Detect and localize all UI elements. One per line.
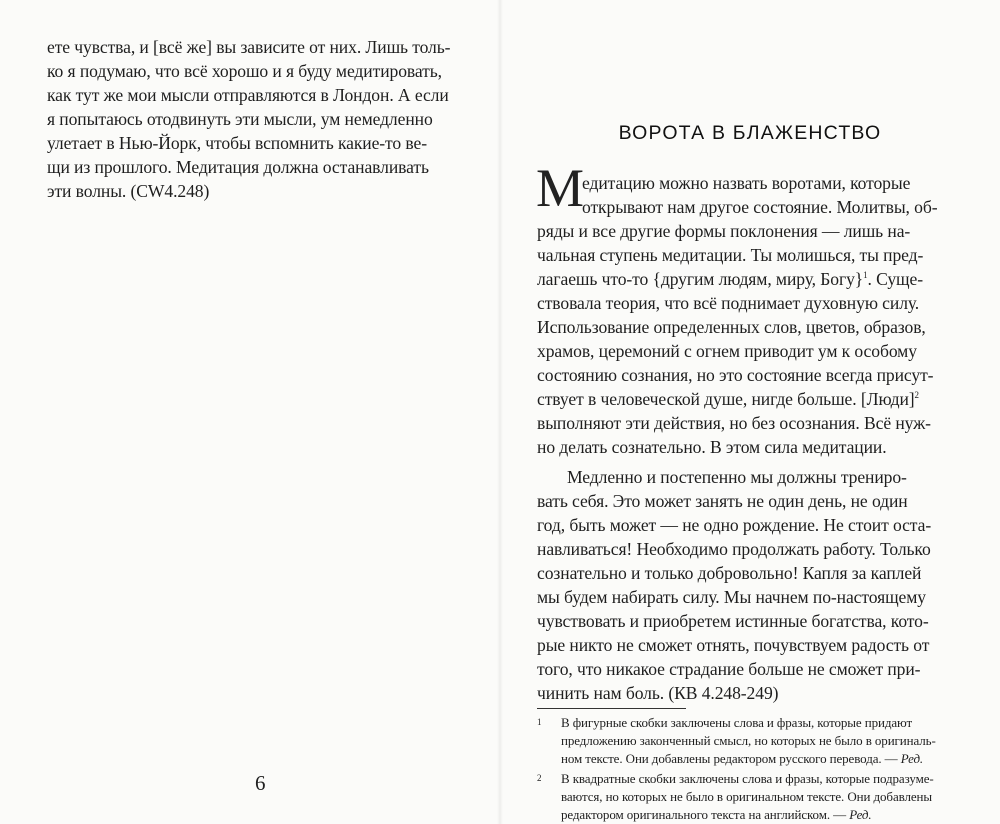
footnote-text: ном тексте. Они добавлены редактором русского перевода. — <box>561 751 901 766</box>
text-line: ствовала теория, что всё поднимает духовную силу. <box>537 293 920 313</box>
footnote-ref-2: 2 <box>914 390 919 400</box>
text-line: храмов, церемоний с огнем приводит ум к особому <box>537 341 917 361</box>
text-line: ряды и все другие формы поклонения — лишь на- <box>537 221 911 241</box>
footnote-line <box>561 750 923 768</box>
editor-mark: Ред. <box>849 807 872 822</box>
footnote-line: предложению законченный смысл, но которых не было в оригиналь- <box>561 733 936 748</box>
text-segment: лагаешь что-то {другим людям, миру, Богу} <box>537 269 864 289</box>
footnote-line: В фигурные скобки заключены слова и фразы, которые придают <box>561 715 913 730</box>
text-line: рые никто не сможет отнять, почувствуем радость от <box>537 635 930 655</box>
text-line: ко я подумаю, что всё хорошо и я буду медитировать, <box>47 61 442 81</box>
text-line: улетает в Нью-Йорк, чтобы вспомнить какие-то ве- <box>47 133 427 153</box>
footnote-text: редактором оригинального текста на английском. — <box>561 807 850 822</box>
text-line: ете чувства, и [всё же] вы зависите от них. Лишь толь- <box>47 37 451 57</box>
footnote-number: 1 <box>537 717 542 727</box>
text-line: Медленно и постепенно мы должны трениро- <box>567 467 907 487</box>
text-line: год, быть может — не одно рождение. Не стоит оста- <box>537 515 932 535</box>
footnote-line: ваются, но которых не было в оригинальном тексте. Они добавлены <box>561 789 933 804</box>
text-line: едитацию можно назвать воротами, которые <box>582 173 911 193</box>
text-line: чинить нам боль. (КВ 4.248-249) <box>537 683 779 703</box>
footnote-line <box>561 806 872 824</box>
text-line: открывают нам другое состояние. Молитвы, об- <box>582 197 938 217</box>
text-line: того, что никакое страдание больше не сможет при- <box>537 659 921 679</box>
page-number-left: 6 <box>255 771 266 795</box>
right-page <box>500 0 1000 824</box>
text-line: щи из прошлого. Медитация должна останавливать <box>47 157 429 177</box>
text-line: вать себя. Это может занять не один день, не один <box>537 491 908 511</box>
text-line: Использование определенных слов, цветов, образов, <box>537 317 926 337</box>
text-segment: . Суще- <box>867 269 923 289</box>
drop-cap: М <box>536 158 585 218</box>
text-line: я попытаюсь отодвинуть эти мысли, ум немедленно <box>47 109 433 129</box>
text-line: мы будем набирать силу. Мы начнем по-настоящему <box>537 587 926 607</box>
text-line: сознательно и только добровольно! Капля за каплей <box>537 563 922 583</box>
editor-mark: Ред. <box>900 751 924 766</box>
footnote-line: В квадратные скобки заключены слова и фразы, которые подразуме- <box>561 771 934 786</box>
footnote-ref-1: 1 <box>863 270 868 280</box>
footnote-number: 2 <box>537 773 542 783</box>
text-line: как тут же мои мысли отправляются в Лондон. А если <box>47 85 449 105</box>
text-line: чальная ступень медитации. Ты молишься, ты пред- <box>537 245 924 265</box>
text-line: состоянию сознания, но это состояние всегда присут- <box>537 365 934 385</box>
text-line: чувствовать и приобретем истинные богатства, кото- <box>537 611 929 631</box>
text-line: навливаться! Необходимо продолжать работу. Только <box>537 539 931 559</box>
text-line: эти волны. (CW4.248) <box>47 181 210 201</box>
text-segment: ствует в человеческой душе, нигде больше. [Люди] <box>537 389 915 409</box>
text-line: но делать сознательно. В этом сила медитации. <box>537 437 887 457</box>
text-line <box>537 387 919 411</box>
footnote-divider <box>537 708 686 709</box>
text-line: выполняют эти действия, но без осознания. Всё нуж- <box>537 413 931 433</box>
chapter-title: ВОРОТА В БЛАЖЕНСТВО <box>618 122 882 144</box>
text-line <box>537 267 923 291</box>
